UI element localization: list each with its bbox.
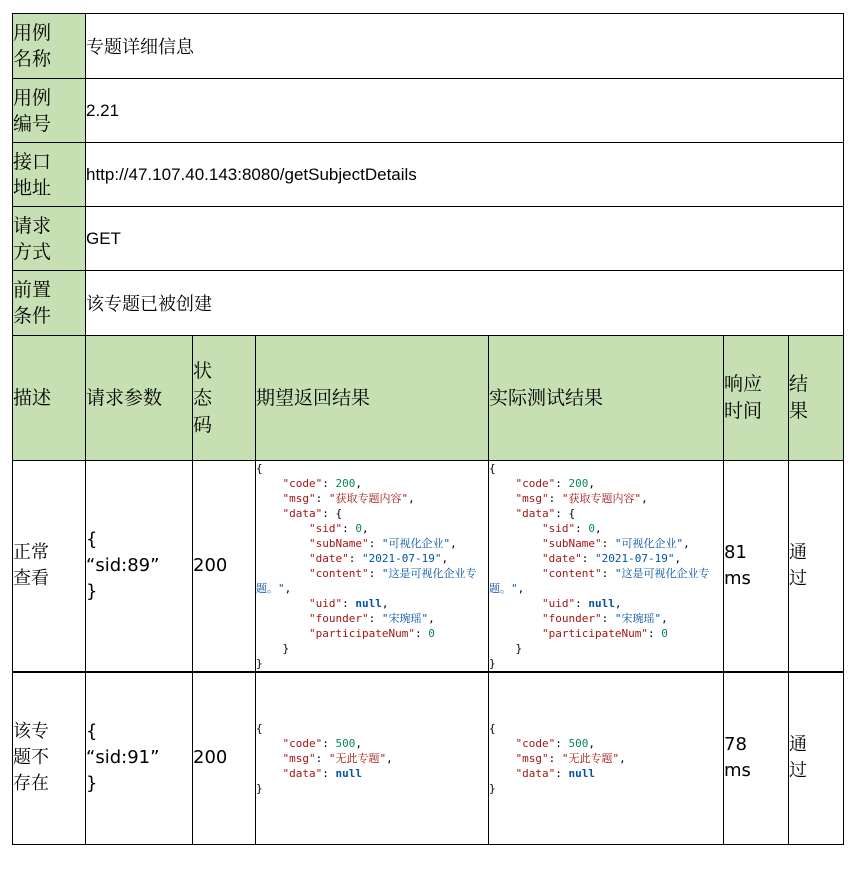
row-status: 200	[193, 672, 256, 844]
header-desc: 描述	[13, 336, 86, 461]
header-params: 请求参数	[86, 336, 193, 461]
api-url-label: 接口 地址	[13, 143, 86, 207]
row-result: 通 过	[789, 672, 844, 844]
actual-json: { "code": 200, "msg": "获取专题内容", "data": { "sid": 0, "subName": "可视化企业", "date": "2021-07-19", "content": "这是可视化企业专题。", "uid": null, "founder": "宋琬瑶", "participateNum": 0 } }	[489, 461, 724, 673]
actual-json: { "code": 500, "msg": "无此专题", "data": null }	[489, 672, 724, 844]
row-desc: 正常 查看	[13, 461, 86, 673]
row-case-name	[13, 14, 844, 79]
api-url-value: http://47.107.40.143:8080/getSubjectDetails	[86, 143, 844, 207]
row-precondition	[13, 271, 844, 336]
case-name-value: 专题详细信息	[86, 14, 844, 79]
header-expected: 期望返回结果	[256, 336, 489, 461]
expected-json: { "code": 200, "msg": "获取专题内容", "data": { "sid": 0, "subName": "可视化企业", "date": "2021-07-19", "content": "这是可视化企业专题。", "uid": null, "founder": "宋琬瑶", "participateNum": 0 } }	[256, 461, 489, 673]
table-row	[13, 461, 844, 673]
row-result: 通 过	[789, 461, 844, 673]
row-status: 200	[193, 461, 256, 673]
header-row	[13, 336, 844, 461]
expected-json: { "code": 500, "msg": "无此专题", "data": null }	[256, 672, 489, 844]
header-status: 状 态 码	[193, 336, 256, 461]
case-name-label: 用例 名称	[13, 14, 86, 79]
case-id-label: 用例 编号	[13, 79, 86, 143]
method-label: 请求 方式	[13, 207, 86, 271]
header-result: 结 果	[789, 336, 844, 461]
header-time: 响应 时间	[724, 336, 789, 461]
row-case-id	[13, 79, 844, 143]
method-value: GET	[86, 207, 844, 271]
row-desc: 该专 题不 存在	[13, 672, 86, 844]
row-params: { “sid:91” }	[86, 672, 193, 844]
row-api-url	[13, 143, 844, 207]
row-time: 81 ms	[724, 461, 789, 673]
test-case-table	[12, 13, 844, 845]
header-actual: 实际测试结果	[489, 336, 724, 461]
precondition-value: 该专题已被创建	[86, 271, 844, 336]
row-params: { “sid:89” }	[86, 461, 193, 673]
row-method	[13, 207, 844, 271]
row-time: 78 ms	[724, 672, 789, 844]
table-row	[13, 672, 844, 844]
case-id-value: 2.21	[86, 79, 844, 143]
precondition-label: 前置 条件	[13, 271, 86, 336]
